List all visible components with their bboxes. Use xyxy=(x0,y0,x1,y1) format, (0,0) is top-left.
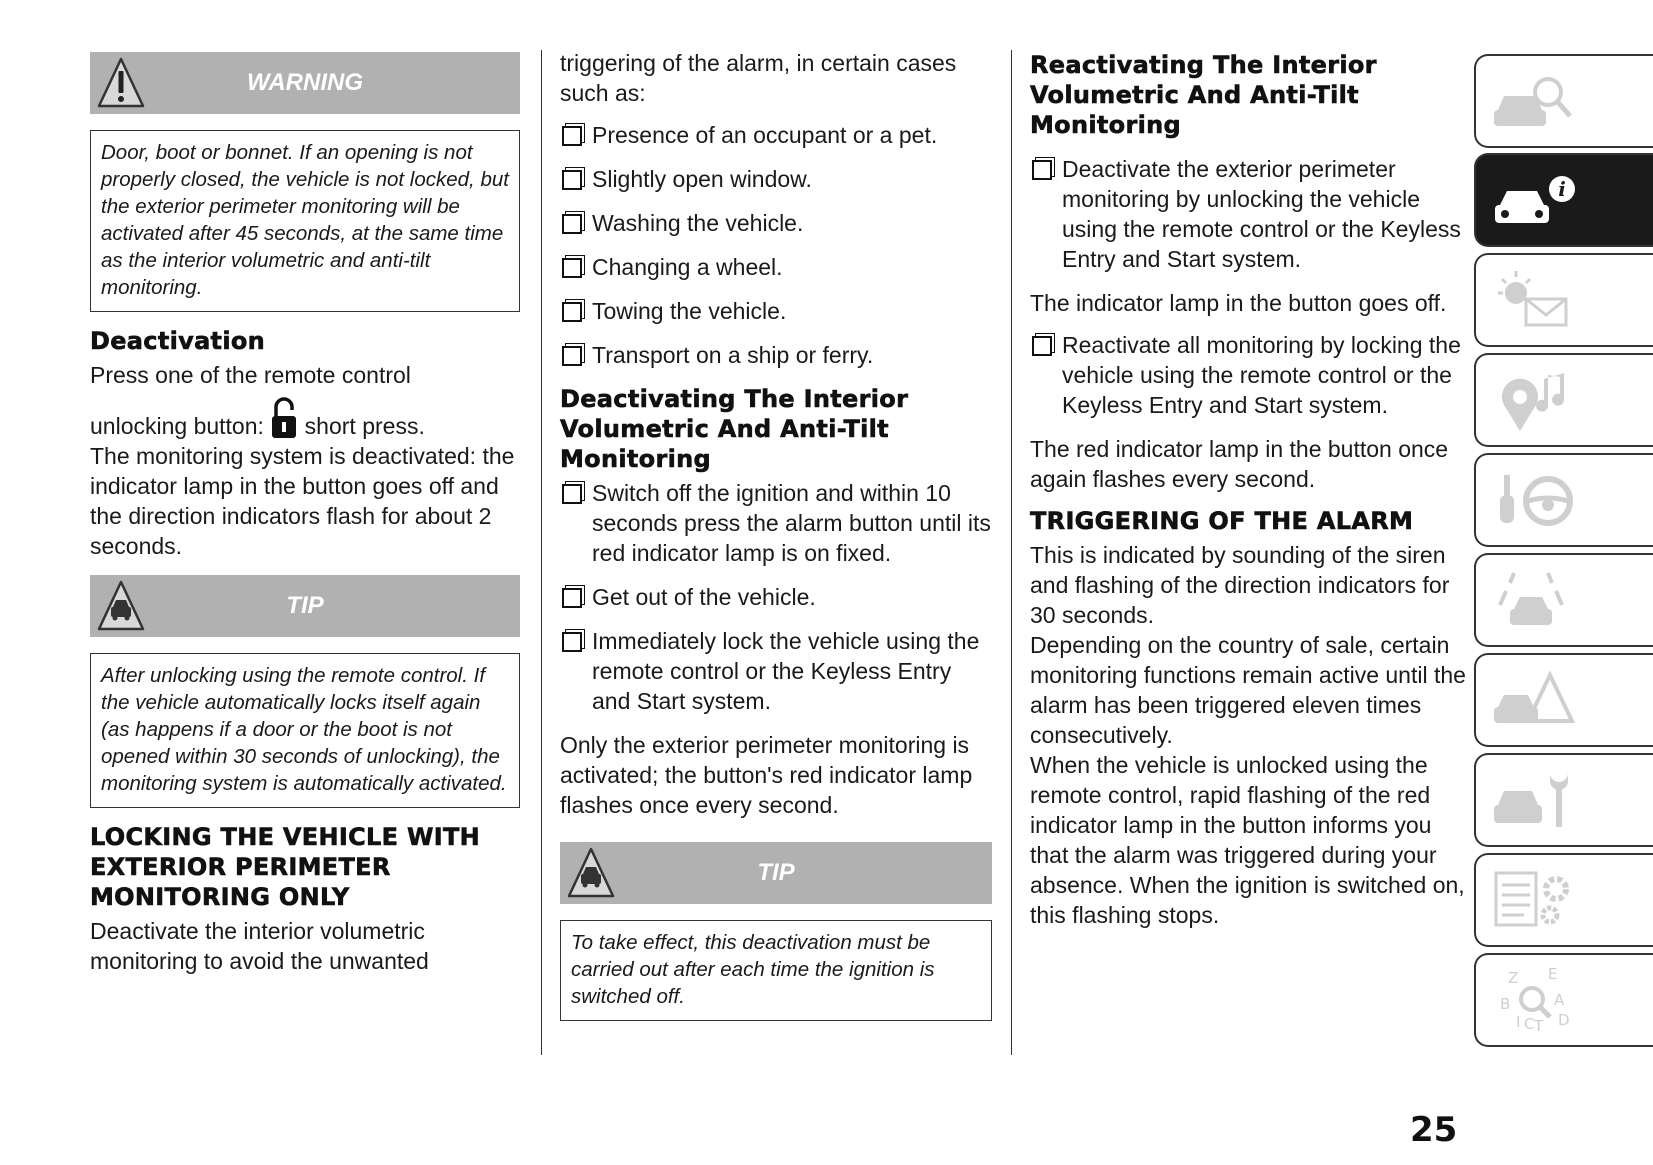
warning-light-message-icon xyxy=(1490,265,1580,335)
svg-text:D: D xyxy=(1558,1011,1570,1029)
locking-paragraph: Deactivate the interior volumetric monitoring to avoid the unwanted xyxy=(90,918,429,974)
checkbox-bullet-icon xyxy=(562,346,582,366)
triggering-paragraph-1: This is indicated by sounding of the siren and flashing of the direction indicators for 30 seconds. xyxy=(1030,542,1450,628)
checkbox-bullet-icon xyxy=(562,588,582,608)
column-divider xyxy=(1011,50,1012,1055)
warning-note-text: If an opening is not properly closed, the vehicle is not locked, but the exterior perimeter monitoring will be activated after 45 seconds, at the same time as the interior volumetric and anti-tilt monitoring. xyxy=(101,141,509,299)
column-3 xyxy=(1030,48,1470,930)
checkbox-bullet-icon xyxy=(562,126,582,146)
maintenance-icon xyxy=(1490,765,1580,835)
checkbox-bullet-icon xyxy=(562,302,582,322)
reactivating-heading: Reactivating The Interior Volumetric And Anti-Tilt Monitoring xyxy=(1030,51,1377,139)
index-icon xyxy=(1490,965,1580,1035)
list-item: Reactivate all monitoring by locking the vehicle using the remote control or the Keyless Entry and Start system. xyxy=(1030,330,1470,420)
checkbox-bullet-icon xyxy=(562,484,582,504)
tip-banner xyxy=(90,575,520,637)
triggering-paragraph-3: When the vehicle is unlocked using the remote control, rapid flashing of the red indicator lamp in the button informs you that the alarm was triggered during your absence. When the ignition is switched on, this flashing stops. xyxy=(1030,752,1465,928)
deactivation-paragraph-3: The monitoring system is deactivated: the indicator lamp in the button goes off and the direction indicators flash for about 2 seconds. xyxy=(90,443,515,559)
column-2 xyxy=(560,48,992,1035)
deactivation-paragraph-1: Press one of the remote control xyxy=(90,362,411,388)
deactivation-p2-end: short press. xyxy=(298,413,425,439)
starting-driving-icon xyxy=(1490,465,1580,535)
checkbox-bullet-icon xyxy=(1032,160,1052,180)
tab-emergency[interactable] xyxy=(1474,653,1653,747)
list-item: Washing the vehicle. xyxy=(560,208,992,238)
deactivation-p2-start: unlocking button: xyxy=(90,413,271,439)
tab-multimedia[interactable] xyxy=(1474,353,1653,447)
svg-text:B: B xyxy=(1500,995,1511,1013)
technical-data-icon xyxy=(1490,865,1580,935)
svg-text:I: I xyxy=(1516,1013,1521,1031)
tab-car-info[interactable] xyxy=(1474,153,1653,247)
svg-text:C: C xyxy=(1524,1015,1535,1033)
reactivating-paragraph-2: The red indicator lamp in the button once again flashes every second. xyxy=(1030,436,1449,492)
warning-banner xyxy=(90,52,520,114)
list-item: Get out of the vehicle. xyxy=(560,582,992,612)
car-info-icon xyxy=(1490,165,1580,235)
list-item: Slightly open window. xyxy=(560,164,992,194)
warning-label: WARNING xyxy=(247,69,363,96)
list-item: Immediately lock the vehicle using the remote control or the Keyless Entry and Start system. xyxy=(560,626,992,716)
deactivation-paragraph-2 xyxy=(90,396,520,441)
tab-safety[interactable] xyxy=(1474,553,1653,647)
checkbox-bullet-icon xyxy=(562,214,582,234)
svg-text:i: i xyxy=(1558,177,1566,201)
triggering-heading: TRIGGERING OF THE ALARM xyxy=(1030,507,1414,535)
tab-maintenance[interactable] xyxy=(1474,753,1653,847)
checkbox-bullet-icon xyxy=(562,258,582,278)
car-lane-icon xyxy=(1490,565,1580,635)
svg-text:A: A xyxy=(1554,991,1565,1009)
cases-intro: triggering of the alarm, in certain cases such as: xyxy=(560,50,957,106)
tip-note-text: If the vehicle automatically locks itself again (as happens if a door or the boot is not opened within 30 seconds of unlocking), the monitoring system is automatically activated. xyxy=(101,664,507,795)
tip-note-lead: After unlocking using the remote control. xyxy=(101,664,468,687)
page-number: 25 xyxy=(1410,1110,1458,1150)
svg-text:Z: Z xyxy=(1508,969,1519,987)
svg-text:T: T xyxy=(1534,1017,1544,1035)
reactivating-paragraph-1: The indicator lamp in the button goes off. xyxy=(1030,290,1447,316)
multimedia-location-icon xyxy=(1490,365,1580,435)
checkbox-bullet-icon xyxy=(1032,336,1052,356)
deactivating-result: Only the exterior perimeter monitoring is activated; the button's red indicator lamp flashes once every second. xyxy=(560,732,973,818)
car-search-icon xyxy=(1490,66,1580,136)
unlock-icon xyxy=(270,396,298,440)
tip-banner xyxy=(560,842,992,904)
warning-note-lead: Door, boot or bonnet. xyxy=(101,141,294,164)
emergency-icon xyxy=(1490,665,1580,735)
list-item: Switch off the ignition and within 10 seconds press the alarm button until its red indicator lamp is on fixed. xyxy=(560,478,992,568)
list-item: Changing a wheel. xyxy=(560,252,992,282)
locking-heading: LOCKING THE VEHICLE WITH EXTERIOR PERIMETER MONITORING ONLY xyxy=(90,823,481,911)
tip-label: TIP xyxy=(757,859,795,886)
tab-technical-data[interactable] xyxy=(1474,853,1653,947)
tab-starting-driving[interactable] xyxy=(1474,453,1653,547)
deactivating-heading: Deactivating The Interior Volumetric And Anti-Tilt Monitoring xyxy=(560,385,909,473)
svg-text:E: E xyxy=(1548,965,1558,983)
list-item: Presence of an occupant or a pet. xyxy=(560,120,992,150)
column-divider xyxy=(541,50,542,1055)
tip-label: TIP xyxy=(286,592,324,619)
list-item: Transport on a ship or ferry. xyxy=(560,340,992,370)
tab-car-search[interactable] xyxy=(1474,54,1653,148)
warning-note xyxy=(90,130,520,312)
tab-index[interactable] xyxy=(1474,953,1653,1047)
triggering-paragraph-2: Depending on the country of sale, certain monitoring functions remain active until the alarm has been triggered eleven times consecutively. xyxy=(1030,632,1466,748)
tip-note: To take effect, this deactivation must be carried out after each time the ignition is switched off. xyxy=(560,920,992,1021)
tab-warning-lights[interactable] xyxy=(1474,253,1653,347)
list-item: Deactivate the exterior perimeter monitoring by unlocking the vehicle using the remote control or the Keyless Entry and Start system. xyxy=(1030,154,1470,274)
checkbox-bullet-icon xyxy=(562,170,582,190)
checkbox-bullet-icon xyxy=(562,632,582,652)
column-1 xyxy=(90,48,520,988)
tip-note xyxy=(90,653,520,808)
deactivation-heading: Deactivation xyxy=(90,327,266,355)
list-item: Towing the vehicle. xyxy=(560,296,992,326)
